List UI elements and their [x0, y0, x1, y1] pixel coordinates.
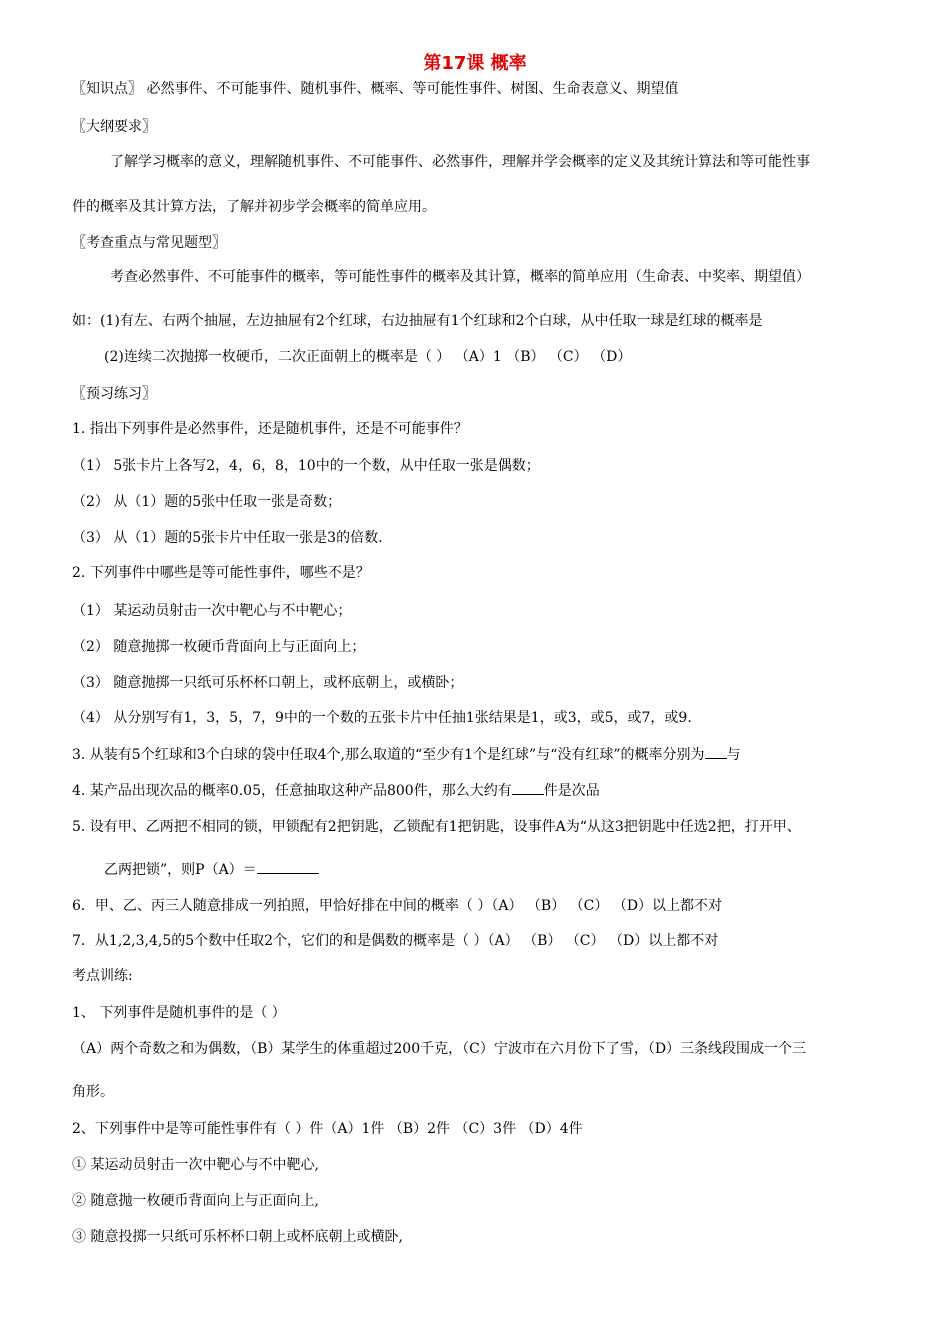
exercise-6-question: 6．甲、乙、丙三人随意排成一列拍照，甲恰好排在中间的概率（ ）（A） （B） （C） （D）以上都不对 — [72, 898, 723, 914]
exercise-4-text: 4. 某产品出现次品的概率0.05，任意抽取这种产品800件，那么大约有 — [72, 783, 512, 799]
training-2-item-1: ① 某运动员射击一次中靶心与不中靶心, — [72, 1157, 319, 1173]
key-points-heading: 〖考查重点与常见题型〗 — [72, 235, 226, 251]
example-line-1: 如：(1)有左、右两个抽屉，左边抽屉有2个红球，右边抽屉有1个红球和2个白球，从中任取一球是红球的概率是 — [72, 313, 763, 329]
syllabus-text-line-2: 件的概率及其计算方法，了解并初步学会概率的简单应用。 — [72, 199, 436, 215]
preview-heading: 〖预习练习〗 — [72, 386, 156, 402]
knowledge-points-line: 〖知识点〗 必然事件、不可能事件、随机事件、概率、等可能性事件、树图、生命表意义、期望值 — [72, 81, 679, 97]
training-heading: 考点训练: — [72, 968, 133, 984]
exercise-2-item-2: （2） 随意抛掷一枚硬币背面向上与正面向上； — [72, 639, 366, 655]
exercise-5-line-1: 5. 设有甲、乙两把不相同的锁，甲锁配有2把钥匙，乙锁配有1把钥匙，设事件A为“从这3把钥匙中任选2把，打开甲、 — [72, 819, 801, 835]
syllabus-heading: 〖大纲要求〗 — [72, 119, 156, 135]
training-1-options-cont: 角形。 — [72, 1084, 114, 1100]
exercise-4-question — [72, 780, 600, 802]
training-1-options: （A）两个奇数之和为偶数，（B）某学生的体重超过200千克，（C）宁波市在六月份下了雪，（D）三条线段围成一个三 — [72, 1041, 807, 1057]
exercise-3-question — [72, 744, 741, 766]
exercise-2-item-1: （1） 某运动员射击一次中靶心与不中靶心； — [72, 603, 352, 619]
training-2-question: 2、下列事件中是等可能性事件有（ ）件（A）1件 （B）2件 （C）3件 （D）4件 — [72, 1121, 583, 1137]
answer-blank[interactable] — [257, 859, 319, 874]
training-1-question: 1、 下列事件是随机事件的是（ ） — [72, 1005, 286, 1021]
exercise-1-item-2: （2） 从（1）题的5张中任取一张是奇数； — [72, 494, 342, 510]
exercise-1-item-1: （1） 5张卡片上各写2，4，6，8，10中的一个数，从中任取一张是偶数； — [72, 458, 540, 474]
example-line-2: (2)连续二次抛掷一枚硬币，二次正面朝上的概率是（ ） （A）1 （B） （C） （D） — [104, 349, 632, 365]
exercise-5-text: 乙两把锁”，则P（A）＝ — [104, 862, 257, 878]
exercise-2-item-4: （4） 从分别写有1，3，5，7，9中的一个数的五张卡片中任抽1张结果是1，或3，或5，或7，或9. — [72, 710, 692, 726]
syllabus-text-line-1: 了解学习概率的意义，理解随机事件、不可能事件、必然事件，理解并学会概率的定义及其统计算法和等可能性事 — [110, 154, 810, 170]
exercise-3-text: 3. 从装有5个红球和3个白球的袋中任取4个,那么取道的“至少有1个是红球”与“没有红球”的概率分别为 — [72, 747, 705, 763]
exercise-1-question: 1. 指出下列事件是必然事件，还是随机事件，还是不可能事件？ — [72, 421, 468, 437]
training-2-item-2: ② 随意抛一枚硬币背面向上与正面向上, — [72, 1193, 319, 1209]
exercise-4-suffix: 件是次品 — [543, 783, 600, 799]
exercise-2-question: 2. 下列事件中哪些是等可能性事件，哪些不是？ — [72, 565, 370, 581]
answer-blank[interactable] — [705, 744, 727, 759]
exercise-7-question: 7．从1,2,3,4,5的5个数中任取2个，它们的和是偶数的概率是（ ）（A） （B） （C） （D）以上都不对 — [72, 933, 719, 949]
answer-blank[interactable] — [512, 780, 544, 795]
exercise-5-line-2 — [104, 859, 319, 881]
training-2-item-3: ③ 随意投掷一只纸可乐杯杯口朝上或杯底朝上或横卧, — [72, 1229, 403, 1245]
lesson-title: 第17课 概率 — [423, 53, 527, 74]
exercise-3-suffix: 与 — [726, 747, 741, 763]
exercise-1-item-3: （3） 从（1）题的5张卡片中任取一张是3的倍数. — [72, 530, 383, 546]
exercise-2-item-3: （3） 随意抛掷一只纸可乐杯杯口朝上，或杯底朝上，或横卧； — [72, 675, 464, 691]
key-points-text: 考查必然事件、不可能事件的概率，等可能性事件的概率及其计算，概率的简单应用（生命表、中奖率、期望值） — [110, 269, 810, 285]
